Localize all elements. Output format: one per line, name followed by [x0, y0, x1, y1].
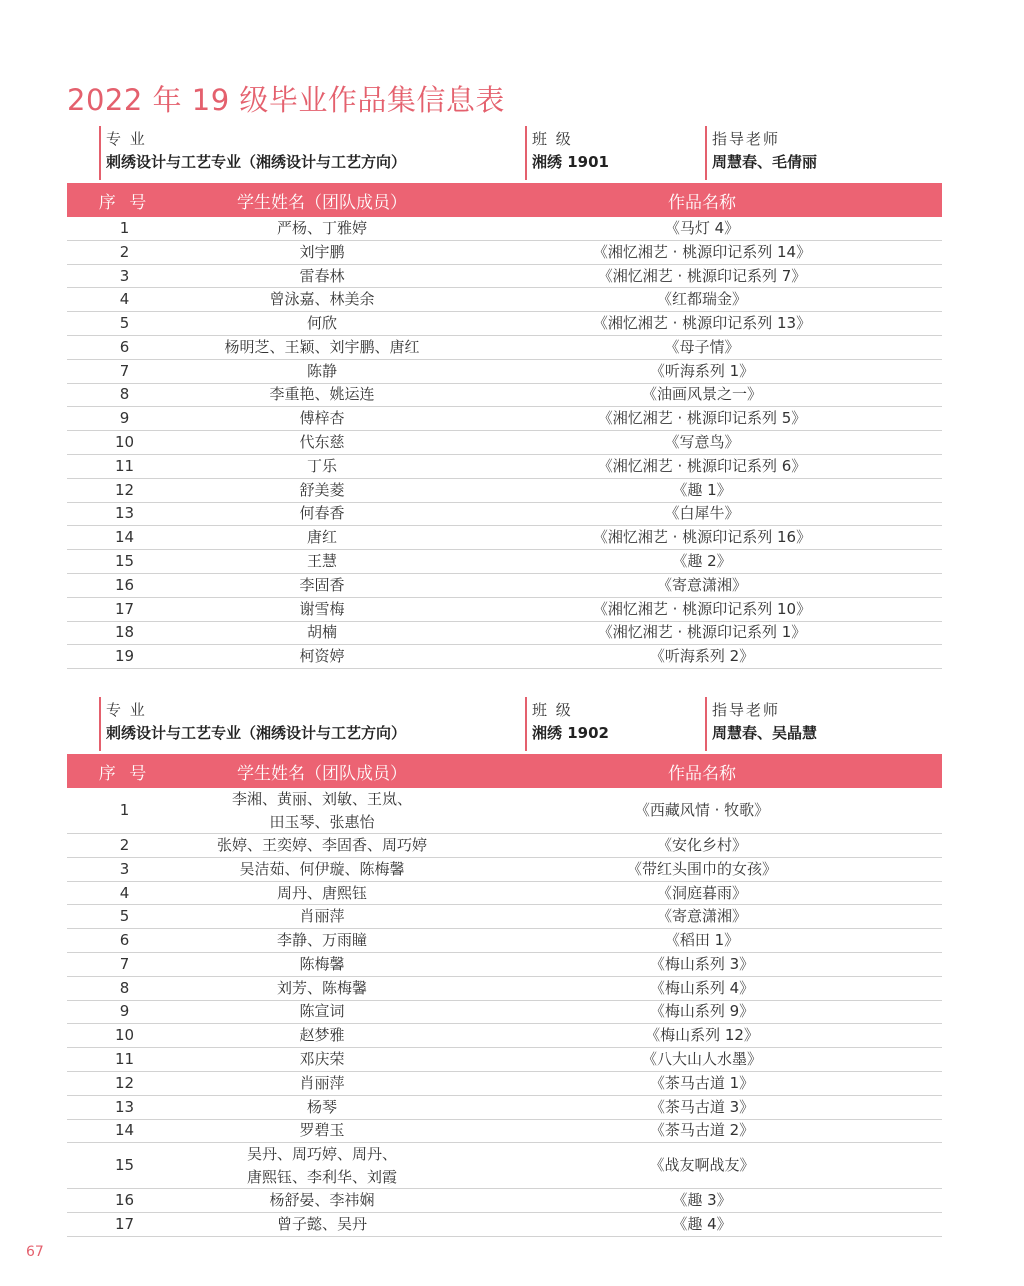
row-number: 15 [114, 1156, 135, 1175]
work-title: 《战友啊战友》 [649, 1156, 755, 1175]
table-row [67, 1189, 942, 1213]
work-title: 《趣 3》 [672, 1191, 732, 1210]
student-names-line: 刘宇鹏 [299, 242, 345, 261]
student-names-line: 陈梅馨 [299, 954, 345, 973]
student-names [182, 977, 462, 1000]
student-names-line: 罗碧玉 [299, 1121, 345, 1140]
work-title: 《趣 2》 [672, 552, 732, 571]
class-section-1902 [67, 697, 942, 1237]
student-names [182, 1189, 462, 1212]
major-label: 专 业 [106, 701, 147, 719]
table-row [67, 598, 942, 622]
row-number: 12 [114, 480, 135, 499]
student-names-line: 何春香 [299, 504, 345, 523]
student-names [182, 550, 462, 573]
work-title: 《梅山系列 12》 [645, 1026, 759, 1045]
student-names [182, 407, 462, 430]
work-title: 《听海系列 1》 [649, 361, 755, 380]
student-names-line: 李固香 [299, 575, 345, 594]
table-row [67, 550, 942, 574]
work-title: 《茶马古道 1》 [649, 1073, 755, 1092]
section-meta [67, 697, 942, 751]
major-label: 专 业 [106, 130, 147, 148]
student-names [182, 455, 462, 478]
table-row [67, 526, 942, 550]
student-names-line: 谢雪梅 [299, 599, 345, 618]
row-number: 10 [114, 433, 135, 452]
work-title: 《白犀牛》 [664, 504, 740, 523]
student-names [182, 360, 462, 383]
student-names-line: 吴丹、周巧婷、周丹、 [246, 1144, 397, 1163]
work-title: 《湘忆湘艺 · 桃源印记系列 5》 [597, 409, 807, 428]
work-title: 《梅山系列 3》 [649, 954, 755, 973]
student-names-line: 杨琴 [306, 1097, 337, 1116]
work-title: 《马灯 4》 [664, 218, 740, 237]
row-number: 3 [119, 859, 130, 878]
row-number: 9 [119, 1002, 130, 1021]
student-names-line: 杨舒晏、李祎娴 [269, 1191, 375, 1210]
student-names [182, 953, 462, 976]
table-row [67, 431, 942, 455]
teacher-label: 指导老师 [712, 701, 781, 719]
student-names [182, 929, 462, 952]
major-column [99, 697, 525, 751]
student-names-line: 唐红 [306, 528, 337, 547]
student-names [182, 882, 462, 905]
row-number: 9 [119, 409, 130, 428]
row-number: 1 [119, 801, 130, 819]
student-names-line: 代东慈 [299, 433, 345, 452]
table-row [67, 407, 942, 431]
row-number: 12 [114, 1073, 135, 1092]
student-names-line: 周丹、唐熙钰 [276, 883, 367, 902]
column-header-number: 序 号 [98, 763, 151, 784]
table-row [67, 929, 942, 953]
work-title: 《茶马古道 2》 [649, 1121, 755, 1140]
student-names [182, 1096, 462, 1119]
table-row [67, 1048, 942, 1072]
row-number: 16 [114, 575, 135, 594]
student-names-line: 吴洁茹、何伊璇、陈梅馨 [239, 859, 405, 878]
teacher-column [705, 697, 942, 751]
student-names-line: 陈静 [306, 361, 337, 380]
student-names [182, 621, 462, 644]
row-number: 8 [119, 385, 130, 404]
row-number: 16 [114, 1191, 135, 1210]
major-value: 刺绣设计与工艺专业（湘绣设计与工艺方向） [106, 724, 407, 742]
table-row [67, 1096, 942, 1120]
row-number: 6 [119, 337, 130, 356]
teacher-label: 指导老师 [712, 130, 781, 148]
student-names [182, 645, 462, 668]
student-names [182, 1119, 462, 1142]
student-names-line: 曾子懿、吴丹 [276, 1215, 367, 1234]
table-row [67, 882, 942, 906]
work-title: 《湘忆湘艺 · 桃源印记系列 7》 [597, 266, 807, 285]
row-number: 13 [114, 504, 135, 523]
table-row [67, 1143, 942, 1189]
table-row [67, 1213, 942, 1237]
table-row [67, 288, 942, 312]
table-row [67, 834, 942, 858]
row-number: 10 [114, 1026, 135, 1045]
work-title: 《带红头围巾的女孩》 [626, 859, 777, 878]
table-row [67, 265, 942, 289]
table-header [67, 183, 942, 217]
student-names [182, 788, 462, 834]
student-names-line: 雷春林 [299, 266, 345, 285]
row-number: 11 [114, 1050, 135, 1069]
student-names-line: 唐熙钰、李利华、刘霞 [246, 1167, 397, 1186]
section-meta [67, 126, 942, 180]
student-names [182, 834, 462, 857]
student-names [182, 312, 462, 335]
student-names-line: 曾泳嘉、林美余 [269, 290, 375, 309]
row-number: 14 [114, 528, 135, 547]
student-names-line: 李重艳、姚运连 [269, 385, 375, 404]
column-header-names: 学生姓名（团队成员） [237, 192, 407, 213]
work-title: 《母子情》 [664, 337, 740, 356]
student-names-line: 李湘、黄丽、刘敏、王岚、 [231, 789, 412, 808]
work-title: 《梅山系列 9》 [649, 1002, 755, 1021]
row-number: 4 [119, 290, 130, 309]
class-column [525, 697, 705, 751]
student-names [182, 905, 462, 928]
student-names [182, 217, 462, 240]
row-number: 18 [114, 623, 135, 642]
student-names [182, 431, 462, 454]
row-number: 7 [119, 361, 130, 380]
student-names-line: 杨明芝、王颖、刘宇鹏、唐红 [224, 337, 420, 356]
class-value: 湘绣 1902 [532, 724, 609, 742]
table-row [67, 1072, 942, 1096]
table-row [67, 384, 942, 408]
student-names-line: 赵梦雅 [299, 1026, 345, 1045]
major-value: 刺绣设计与工艺专业（湘绣设计与工艺方向） [106, 153, 407, 171]
work-title: 《洞庭暮雨》 [656, 883, 747, 902]
row-number: 4 [119, 883, 130, 902]
student-names [182, 383, 462, 406]
table-row [67, 479, 942, 503]
column-header-work: 作品名称 [668, 192, 736, 213]
work-title: 《梅山系列 4》 [649, 978, 755, 997]
student-names [182, 574, 462, 597]
table-row [67, 360, 942, 384]
table-row [67, 312, 942, 336]
work-title: 《西藏风情 · 牧歌》 [634, 801, 770, 819]
row-number: 1 [119, 218, 130, 237]
student-names [182, 1048, 462, 1071]
table-row [67, 1024, 942, 1048]
row-number: 17 [114, 1215, 135, 1234]
row-number: 13 [114, 1097, 135, 1116]
student-names [182, 502, 462, 525]
student-names [182, 1024, 462, 1047]
work-title: 《湘忆湘艺 · 桃源印记系列 16》 [592, 528, 812, 547]
table-row [67, 977, 942, 1001]
row-number: 8 [119, 978, 130, 997]
student-names [182, 858, 462, 881]
column-header-names: 学生姓名（团队成员） [237, 763, 407, 784]
work-title: 《寄意潇湘》 [656, 907, 747, 926]
student-names-line: 肖丽萍 [299, 1073, 345, 1092]
student-names-line: 何欣 [306, 314, 337, 333]
class-value: 湘绣 1901 [532, 153, 609, 171]
row-number: 19 [114, 647, 135, 666]
row-number: 5 [119, 314, 130, 333]
table-row [67, 858, 942, 882]
table-row [67, 788, 942, 834]
student-names-line: 王慧 [306, 552, 337, 571]
table-header [67, 754, 942, 788]
work-title: 《寄意潇湘》 [656, 575, 747, 594]
student-names-line: 柯资婷 [299, 647, 345, 666]
work-title: 《湘忆湘艺 · 桃源印记系列 10》 [592, 599, 812, 618]
teacher-value: 周慧春、吴晶慧 [712, 724, 818, 742]
student-names-line: 张婷、王奕婷、李固香、周巧婷 [216, 835, 427, 854]
row-number: 2 [119, 242, 130, 261]
table-row [67, 905, 942, 929]
row-number: 3 [119, 266, 130, 285]
table-row [67, 336, 942, 360]
row-number: 15 [114, 552, 135, 571]
work-title: 《八大山人水墨》 [641, 1050, 762, 1069]
student-names-line: 李静、万雨瞳 [276, 931, 367, 950]
work-title: 《湘忆湘艺 · 桃源印记系列 6》 [597, 456, 807, 475]
student-names [182, 265, 462, 288]
class-label: 班 级 [532, 701, 573, 719]
student-names-line: 傅梓杏 [299, 409, 345, 428]
work-title: 《油画风景之一》 [641, 385, 762, 404]
work-title: 《湘忆湘艺 · 桃源印记系列 13》 [592, 314, 812, 333]
row-number: 17 [114, 599, 135, 618]
table-row [67, 241, 942, 265]
student-names [182, 1143, 462, 1189]
row-number: 14 [114, 1121, 135, 1140]
student-names-line: 邓庆荣 [299, 1050, 345, 1069]
page-number: 67 [26, 1244, 44, 1260]
student-names-line: 胡楠 [306, 623, 337, 642]
student-names [182, 598, 462, 621]
work-title: 《趣 4》 [672, 1215, 732, 1234]
student-names-line: 舒美菱 [299, 480, 345, 499]
student-names [182, 526, 462, 549]
student-names-line: 陈宣词 [299, 1002, 345, 1021]
row-number: 5 [119, 907, 130, 926]
student-names [182, 1213, 462, 1236]
student-names-line: 严杨、丁雅婷 [276, 218, 367, 237]
class-section-1901 [67, 126, 942, 669]
table-row [67, 574, 942, 598]
work-title: 《安化乡村》 [656, 835, 747, 854]
table-row [67, 645, 942, 669]
row-number: 2 [119, 835, 130, 854]
work-title: 《湘忆湘艺 · 桃源印记系列 1》 [597, 623, 807, 642]
work-title: 《红都瑞金》 [656, 290, 747, 309]
column-header-number: 序 号 [98, 192, 151, 213]
work-title: 《稻田 1》 [664, 931, 740, 950]
work-title: 《听海系列 2》 [649, 647, 755, 666]
row-number: 7 [119, 954, 130, 973]
student-names [182, 241, 462, 264]
student-names-line: 田玉琴、张惠怡 [269, 812, 375, 831]
student-names [182, 479, 462, 502]
work-title: 《茶马古道 3》 [649, 1097, 755, 1116]
class-column [525, 126, 705, 180]
table-row [67, 1120, 942, 1144]
student-names-line: 刘芳、陈梅馨 [276, 978, 367, 997]
table-row [67, 953, 942, 977]
table-row [67, 503, 942, 527]
row-number: 6 [119, 931, 130, 950]
major-column [99, 126, 525, 180]
work-title: 《写意鸟》 [664, 433, 740, 452]
class-label: 班 级 [532, 130, 573, 148]
table-row [67, 455, 942, 479]
teacher-column [705, 126, 942, 180]
student-names [182, 336, 462, 359]
work-title: 《趣 1》 [672, 480, 732, 499]
page-title: 2022 年 19 级毕业作品集信息表 [67, 83, 505, 117]
teacher-value: 周慧春、毛倩丽 [712, 153, 818, 171]
row-number: 11 [114, 456, 135, 475]
table-row [67, 622, 942, 646]
student-names [182, 1000, 462, 1023]
work-title: 《湘忆湘艺 · 桃源印记系列 14》 [592, 242, 812, 261]
student-names [182, 1072, 462, 1095]
student-names [182, 288, 462, 311]
student-names-line: 肖丽萍 [299, 907, 345, 926]
student-names-line: 丁乐 [306, 456, 337, 475]
column-header-work: 作品名称 [668, 763, 736, 784]
table-row [67, 217, 942, 241]
table-row [67, 1001, 942, 1025]
